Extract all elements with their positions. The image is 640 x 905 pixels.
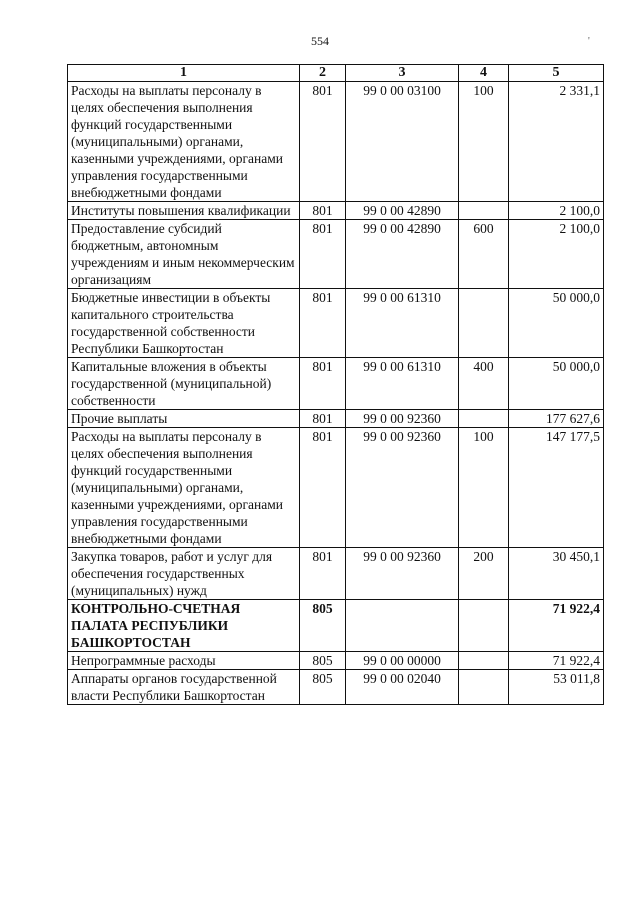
cell-code: 801 [300,220,346,289]
cell-name: Предоставление субсидий бюджетным, автономным учреждениям и иным некоммерческим организациям [68,220,300,289]
cell-expense-type: 100 [459,82,509,202]
cell-name: Расходы на выплаты персоналу в целях обеспечения выполнения функций государственными (муниципальными) органами, казенными учреждениями, органами управления государственными внебюджетными фондами [68,428,300,548]
cell-target-article: 99 0 00 03100 [346,82,459,202]
cell-expense-type [459,652,509,670]
table-row [68,548,604,600]
cell-amount: 53 011,8 [509,670,604,705]
cell-name: Расходы на выплаты персоналу в целях обеспечения выполнения функций государственными (муниципальными) органами, казенными учреждениями, органами управления государственными внебюджетными фондами [68,82,300,202]
cell-target-article: 99 0 00 42890 [346,220,459,289]
cell-target-article: 99 0 00 92360 [346,548,459,600]
table-row [68,202,604,220]
table-row [68,220,604,289]
cell-expense-type [459,410,509,428]
cell-expense-type: 400 [459,358,509,410]
cell-name: Бюджетные инвестиции в объекты капитального строительства государственной собственности Республики Башкортостан [68,289,300,358]
cell-expense-type [459,670,509,705]
cell-target-article: 99 0 00 61310 [346,289,459,358]
cell-code: 805 [300,652,346,670]
table-header-row [68,65,604,82]
cell-code: 801 [300,428,346,548]
cell-code: 801 [300,289,346,358]
cell-code: 801 [300,548,346,600]
cell-target-article: 99 0 00 02040 [346,670,459,705]
table-row [68,652,604,670]
cell-amount: 71 922,4 [509,652,604,670]
cell-name: Институты повышения квалификации [68,202,300,220]
cell-expense-type [459,289,509,358]
cell-target-article: 99 0 00 00000 [346,652,459,670]
cell-code: 801 [300,202,346,220]
cell-name: Капитальные вложения в объекты государственной (муниципальной) собственности [68,358,300,410]
cell-amount: 71 922,4 [509,600,604,652]
cell-amount: 50 000,0 [509,358,604,410]
cell-target-article: 99 0 00 42890 [346,202,459,220]
cell-code: 801 [300,358,346,410]
cell-name: Прочие выплаты [68,410,300,428]
table-row [68,82,604,202]
header-col-4: 4 [459,65,509,82]
cell-amount: 2 331,1 [509,82,604,202]
cell-code: 805 [300,670,346,705]
cell-target-article: 99 0 00 92360 [346,428,459,548]
cell-expense-type: 200 [459,548,509,600]
cell-name: КОНТРОЛЬНО-СЧЕТНАЯ ПАЛАТА РЕСПУБЛИКИ БАШКОРТОСТАН [68,600,300,652]
cell-target-article: 99 0 00 92360 [346,410,459,428]
header-col-2: 2 [300,65,346,82]
cell-name: Аппараты органов государственной власти Республики Башкортостан [68,670,300,705]
page-number: 554 [311,34,329,48]
cell-target-article: 99 0 00 61310 [346,358,459,410]
cell-amount: 50 000,0 [509,289,604,358]
table-row [68,289,604,358]
cell-name: Закупка товаров, работ и услуг для обеспечения государственных (муниципальных) нужд [68,548,300,600]
budget-table [67,64,604,705]
cell-amount: 2 100,0 [509,202,604,220]
table-row [68,600,604,652]
corner-mark: ' [588,36,590,47]
cell-expense-type: 600 [459,220,509,289]
cell-expense-type [459,202,509,220]
cell-amount: 147 177,5 [509,428,604,548]
cell-amount: 177 627,6 [509,410,604,428]
cell-expense-type [459,600,509,652]
cell-expense-type: 100 [459,428,509,548]
table-row [68,670,604,705]
cell-target-article [346,600,459,652]
header-col-1: 1 [68,65,300,82]
cell-code: 805 [300,600,346,652]
cell-name: Непрограммные расходы [68,652,300,670]
header-col-3: 3 [346,65,459,82]
table-row [68,428,604,548]
table-body [68,82,604,705]
cell-code: 801 [300,82,346,202]
table-row [68,410,604,428]
table-row [68,358,604,410]
cell-amount: 2 100,0 [509,220,604,289]
cell-code: 801 [300,410,346,428]
header-col-5: 5 [509,65,604,82]
cell-amount: 30 450,1 [509,548,604,600]
